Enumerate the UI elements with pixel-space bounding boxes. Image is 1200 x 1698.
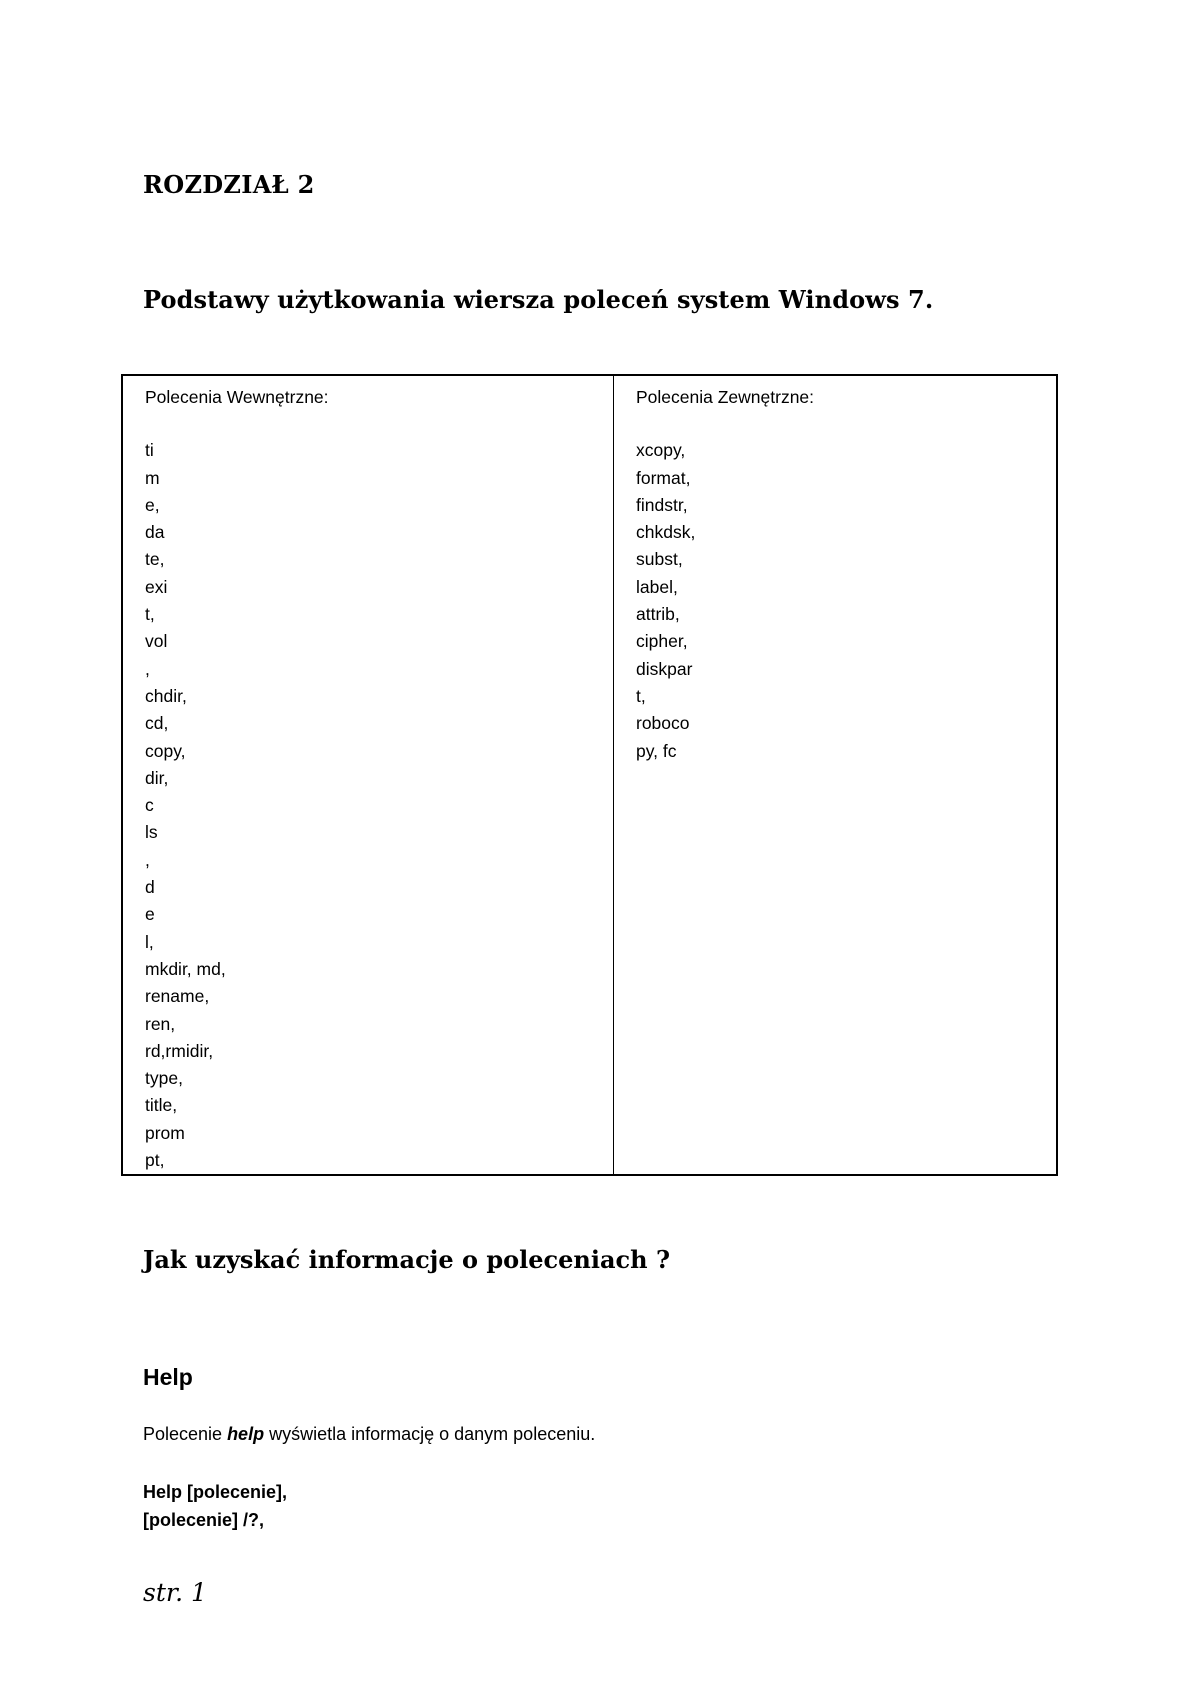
external-line: cipher, bbox=[636, 631, 688, 652]
external-line: diskpar bbox=[636, 658, 693, 679]
external-line: format, bbox=[636, 467, 691, 488]
internal-line: title, bbox=[145, 1095, 178, 1116]
internal-line: prom bbox=[145, 1122, 185, 1143]
question-heading: Jak uzyskać informacje o poleceniach ? bbox=[143, 1245, 671, 1274]
internal-line: dir, bbox=[145, 767, 169, 788]
external-commands-cell bbox=[614, 375, 1058, 1175]
help-desc-keyword: help bbox=[227, 1424, 265, 1444]
internal-line: type, bbox=[145, 1068, 183, 1089]
external-commands-list bbox=[636, 437, 1056, 765]
external-line: roboco bbox=[636, 713, 690, 734]
internal-line: , bbox=[145, 658, 150, 679]
external-line: t, bbox=[636, 685, 646, 706]
internal-line: ren, bbox=[145, 1013, 176, 1034]
internal-line: e, bbox=[145, 494, 160, 515]
internal-line: da bbox=[145, 522, 165, 543]
internal-commands-header: Polecenia Wewnętrzne: bbox=[145, 387, 329, 407]
table-row bbox=[122, 375, 1057, 1175]
external-commands-header: Polecenia Zewnętrzne: bbox=[636, 387, 815, 407]
internal-line: m bbox=[145, 467, 160, 488]
internal-line: cd, bbox=[145, 713, 169, 734]
internal-line: ls bbox=[145, 822, 158, 843]
internal-line: mkdir, md, bbox=[145, 958, 226, 979]
page-number: str. 1 bbox=[143, 1578, 207, 1607]
internal-line: c bbox=[145, 795, 154, 816]
external-line: subst, bbox=[636, 549, 683, 570]
help-heading: Help bbox=[143, 1364, 193, 1390]
external-line: label, bbox=[636, 576, 678, 597]
internal-line: exi bbox=[145, 576, 168, 597]
external-line: xcopy, bbox=[636, 440, 686, 461]
internal-line: t, bbox=[145, 604, 155, 625]
section-title: Podstawy użytkowania wiersza poleceń system Windows 7. bbox=[143, 285, 934, 314]
internal-line: rd,rmidir, bbox=[145, 1040, 214, 1061]
internal-line: chdir, bbox=[145, 685, 187, 706]
chapter-heading: ROZDZIAŁ 2 bbox=[143, 170, 315, 199]
internal-line: l, bbox=[145, 931, 154, 952]
external-line: py, fc bbox=[636, 740, 677, 761]
external-line: attrib, bbox=[636, 604, 680, 625]
internal-line: rename, bbox=[145, 986, 210, 1007]
internal-line: , bbox=[145, 849, 150, 870]
internal-commands-cell bbox=[122, 375, 614, 1175]
internal-line: copy, bbox=[145, 740, 186, 761]
internal-line: te, bbox=[145, 549, 165, 570]
help-desc-before: Polecenie bbox=[143, 1424, 228, 1444]
external-line: findstr, bbox=[636, 494, 688, 515]
internal-line: ti bbox=[145, 440, 154, 461]
internal-line: pt, bbox=[145, 1150, 165, 1171]
commands-table bbox=[121, 374, 1058, 1176]
external-line: chkdsk, bbox=[636, 522, 696, 543]
help-syntax bbox=[143, 1478, 287, 1534]
help-desc-after: wyświetla informację o danym poleceniu. bbox=[264, 1424, 596, 1444]
internal-line: vol bbox=[145, 631, 168, 652]
internal-commands-list bbox=[145, 437, 613, 1174]
help-syntax-line: Help [polecenie], bbox=[143, 1482, 288, 1502]
help-syntax-line: [polecenie] /?, bbox=[143, 1510, 265, 1530]
help-description bbox=[143, 1424, 595, 1445]
internal-line: e bbox=[145, 904, 155, 925]
internal-line: d bbox=[145, 877, 155, 898]
